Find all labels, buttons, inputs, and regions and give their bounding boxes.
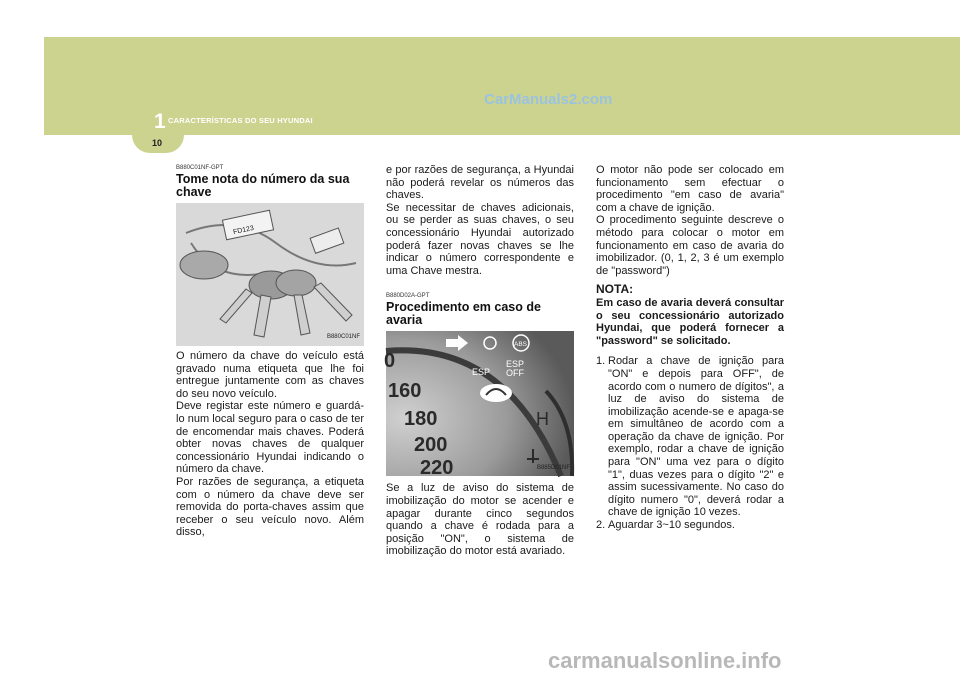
chapter-title: CARACTERÍSTICAS DO SEU HYUNDAI	[168, 116, 313, 125]
section-title: Procedimento em caso de avaria	[386, 300, 541, 328]
paragraph: Por razões de segurança, a etiqueta com o número da chave deve ser removida do porta-chaves assim que receber o seu veículo novo. Além disso,	[176, 475, 364, 539]
chapter-number: 1	[154, 110, 166, 133]
paragraph: Se a luz de aviso do sistema de imobilização do motor se acender e apagar durante cinco segundos quando a chave é rodada para a posição "ON", o sistema de imobilização do motor está avariado.	[386, 482, 574, 558]
key-tag-text: FD123	[232, 224, 255, 237]
temp-h-label: H	[536, 409, 549, 430]
speed-160: 160	[388, 380, 422, 403]
watermark-link-top[interactable]: CarManuals2.com	[484, 91, 613, 108]
paragraph: O procedimento seguinte descreve o método para colocar o motor em funcionamento em caso de avaria do imobilizador. (0, 1, 2, 3 é um exemplo de "password")	[596, 214, 784, 277]
paragraph: Deve registar este número e guardá-lo num local seguro para o caso de ter de encomendar mais chaves. Poderá obter novas chaves de qualquer concessionário Hyundai indicando o número da chave.	[176, 400, 364, 476]
esp-off-label-2: OFF	[506, 368, 524, 379]
note-title: NOTA:	[596, 282, 634, 297]
esp-off-label: ESP	[506, 359, 525, 370]
esp-label: ESP	[472, 367, 491, 378]
abs-label: ABS	[514, 341, 528, 349]
page-number: 10	[152, 138, 163, 148]
figure-code: B885D01NF	[536, 464, 570, 471]
paragraph: O motor não pode ser colocado em funcionamento sem efectuar o procedimento "em caso de avaria" com a chave de ignição.	[596, 164, 784, 214]
list-item: 1. Rodar a chave de ignição para "ON" e depois para OFF", de acordo com o numero de dígitos", a luz de aviso do sistema de imobilização acende-se e apaga-se em simultâneo de acordo com a operação da chave de ignição. Por exemplo, rodar a chave de ignição para "ON" uma vez para o dígito "1", duas vezes para o dígito "2" e assim sucessivamente. No caso do dígito numero "0", deverá rodar a chave de ignição 10 vezes.	[596, 355, 784, 519]
column-1	[176, 164, 364, 539]
speed-200: 200	[414, 434, 448, 457]
note-body: Em caso de avaria deverá consultar o seu concessionário autorizado Hyundai, que poderá fornecer a "password" se solicitado.	[596, 296, 784, 347]
key-illustration	[176, 203, 364, 346]
immobilizer-light-icon	[480, 384, 512, 402]
section-code: B880C01NF-GPT	[176, 165, 224, 171]
watermark-footer[interactable]: carmanualsonline.info	[548, 648, 782, 673]
paragraph: O número da chave do veículo está gravado numa etiqueta que lhe foi entregue juntamente com as chaves do seu novo veículo.	[176, 350, 364, 400]
speed-220: 220	[420, 457, 454, 480]
figure-code: B880C01NF	[326, 334, 360, 341]
key-figure	[176, 203, 364, 346]
paragraph: Se necessitar de chaves adicionais, ou se perder as suas chaves, o seu concessionário Hyundai autorizado poderá fazer novas chaves se lhe indicar o número correspondente e uma Chave mestra.	[386, 201, 574, 277]
cluster-illustration	[384, 331, 574, 480]
steps-list	[596, 355, 784, 531]
paragraph: e por razões de segurança, a Hyundai não poderá revelar os números das chaves.	[386, 164, 574, 202]
section-code: B880D02A-GPT	[386, 293, 430, 300]
speed-0: 0	[384, 350, 396, 373]
column-2	[386, 164, 574, 558]
speed-180: 180	[404, 408, 438, 431]
column-3	[596, 164, 784, 532]
dashboard-figure	[384, 331, 574, 480]
section-title: Tome nota do número da sua chave	[176, 172, 350, 199]
list-item: 2. Aguardar 3~10 segundos.	[596, 519, 735, 532]
